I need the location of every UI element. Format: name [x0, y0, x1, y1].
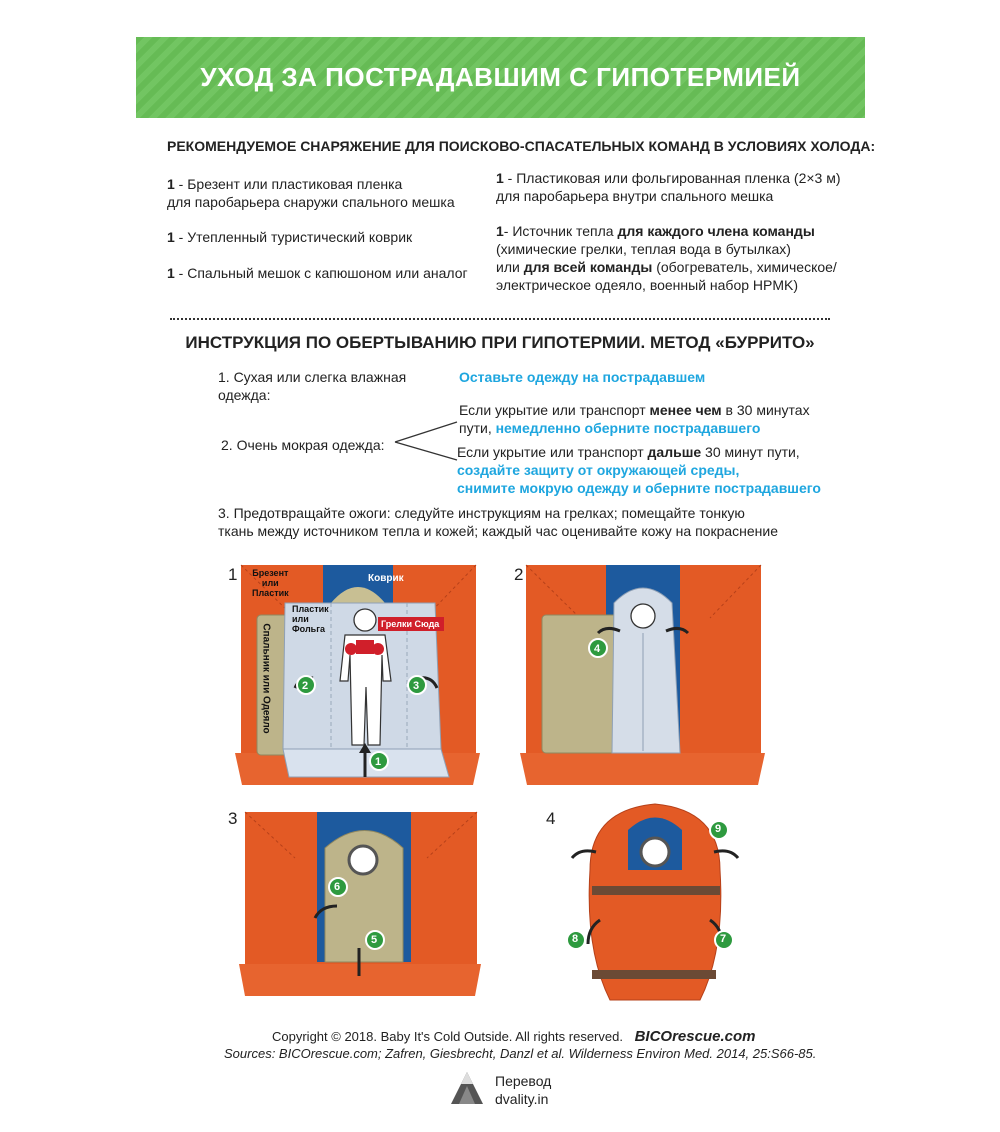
strap: [592, 886, 720, 895]
step1-action: Оставьте одежду на пострадавшем: [459, 369, 706, 385]
equipment-item-foil: 1 - Пластиковая или фольгированная пленка (2×3 м) для паробарьера внутри спального мешка: [496, 170, 841, 204]
label-tarp: Брезент или Пластик: [252, 568, 289, 598]
copyright-line: Copyright © 2018. Baby It's Cold Outside. All rights reserved. BICOrescue.com: [272, 1028, 756, 1045]
step2-option-far: Если укрытие или транспорт дальше 30 минут пути, создайте защиту от окружающей среды, снимите мокрую одежду и оберните пострадавшего: [457, 444, 821, 496]
mountain-logo-icon: [449, 1070, 485, 1106]
step1-condition: 1. Сухая или слегка влажная одежда:: [218, 369, 407, 403]
step2-condition: 2. Очень мокрая одежда:: [221, 437, 385, 453]
badge-3-text: 3: [413, 680, 420, 692]
panel-number-2: 2: [514, 565, 524, 584]
translation-credit: Перевод dvality.in: [495, 1073, 552, 1107]
badge-1-text: 1: [375, 756, 382, 768]
diagram-panel-3: [235, 808, 485, 1003]
page-title: УХОД ЗА ПОСТРАДАВШИМ С ГИПОТЕРМИЕЙ: [200, 62, 801, 92]
heat-pack: [356, 640, 374, 654]
sleeping-bag: [542, 615, 622, 753]
site-link[interactable]: BICOrescue.com: [634, 1028, 756, 1045]
label-heat: Грелки Сюда: [381, 619, 440, 629]
equipment-heading: РЕКОМЕНДУЕМОЕ СНАРЯЖЕНИЕ ДЛЯ ПОИСКОВО-СПАСАТЕЛЬНЫХ КОМАНД В УСЛОВИЯХ ХОЛОДА:: [167, 138, 876, 154]
heat-pack: [345, 643, 357, 655]
label-foil: Пластик или Фольга: [292, 604, 329, 634]
diagram-panel-4: [560, 800, 750, 1010]
badge-8-text: 8: [572, 933, 579, 945]
panel-number-3: 3: [228, 809, 238, 828]
person-head: [631, 604, 655, 628]
badge-4-text: 4: [594, 643, 601, 655]
panel-number-4: 4: [546, 809, 556, 828]
person-head: [641, 838, 669, 866]
badge-9-text: 9: [715, 823, 722, 835]
step3-text: 3. Предотвращайте ожоги: следуйте инструкциям на грелках; помещайте тонкую ткань между источником тепла и кожей; каждый час оценивайте кожу на покраснение: [218, 505, 778, 539]
section-divider: [170, 318, 830, 320]
person-head: [349, 846, 377, 874]
instructions-heading: ИНСТРУКЦИЯ ПО ОБЕРТЫВАНИЮ ПРИ ГИПОТЕРМИИ. МЕТОД «БУРРИТО»: [185, 333, 815, 352]
equipment-item-bag: 1 - Спальный мешок с капюшоном или аналог: [167, 265, 468, 281]
title-banner: [136, 37, 865, 118]
diagram-panel-2: [520, 563, 770, 793]
branch-lines: [393, 418, 463, 464]
equipment-item-pad: 1 - Утепленный туристический коврик: [167, 229, 413, 245]
strap: [592, 970, 716, 979]
badge-6-text: 6: [334, 881, 341, 893]
step2-option-near: Если укрытие или транспорт менее чем в 30 минутах пути, немедленно оберните пострадавшего: [459, 402, 810, 436]
equipment-item-heat: 1- Источник тепла для каждого члена команды (химические грелки, теплая вода в бутылках) или для всей команды (обогреватель, химическое/ электрическое одеяло, военный набор HPMK): [496, 223, 837, 293]
badge-7-text: 7: [720, 933, 727, 945]
badge-5-text: 5: [371, 934, 378, 946]
label-bag: Спальник или Одеяло: [260, 623, 272, 734]
equipment-item-tarp: 1 - Брезент или пластиковая пленка для паробарьера снаружи спального мешка: [167, 176, 455, 210]
badge-2-text: 2: [302, 680, 309, 692]
sources-line: Sources: BICOrescue.com; Zafren, Giesbrecht, Danzl et al. Wilderness Environ Med. 2014, 25:S66-85.: [224, 1046, 817, 1061]
panel-number-1: 1: [228, 565, 238, 584]
label-pad: Коврик: [368, 573, 404, 584]
person-head: [354, 609, 376, 631]
